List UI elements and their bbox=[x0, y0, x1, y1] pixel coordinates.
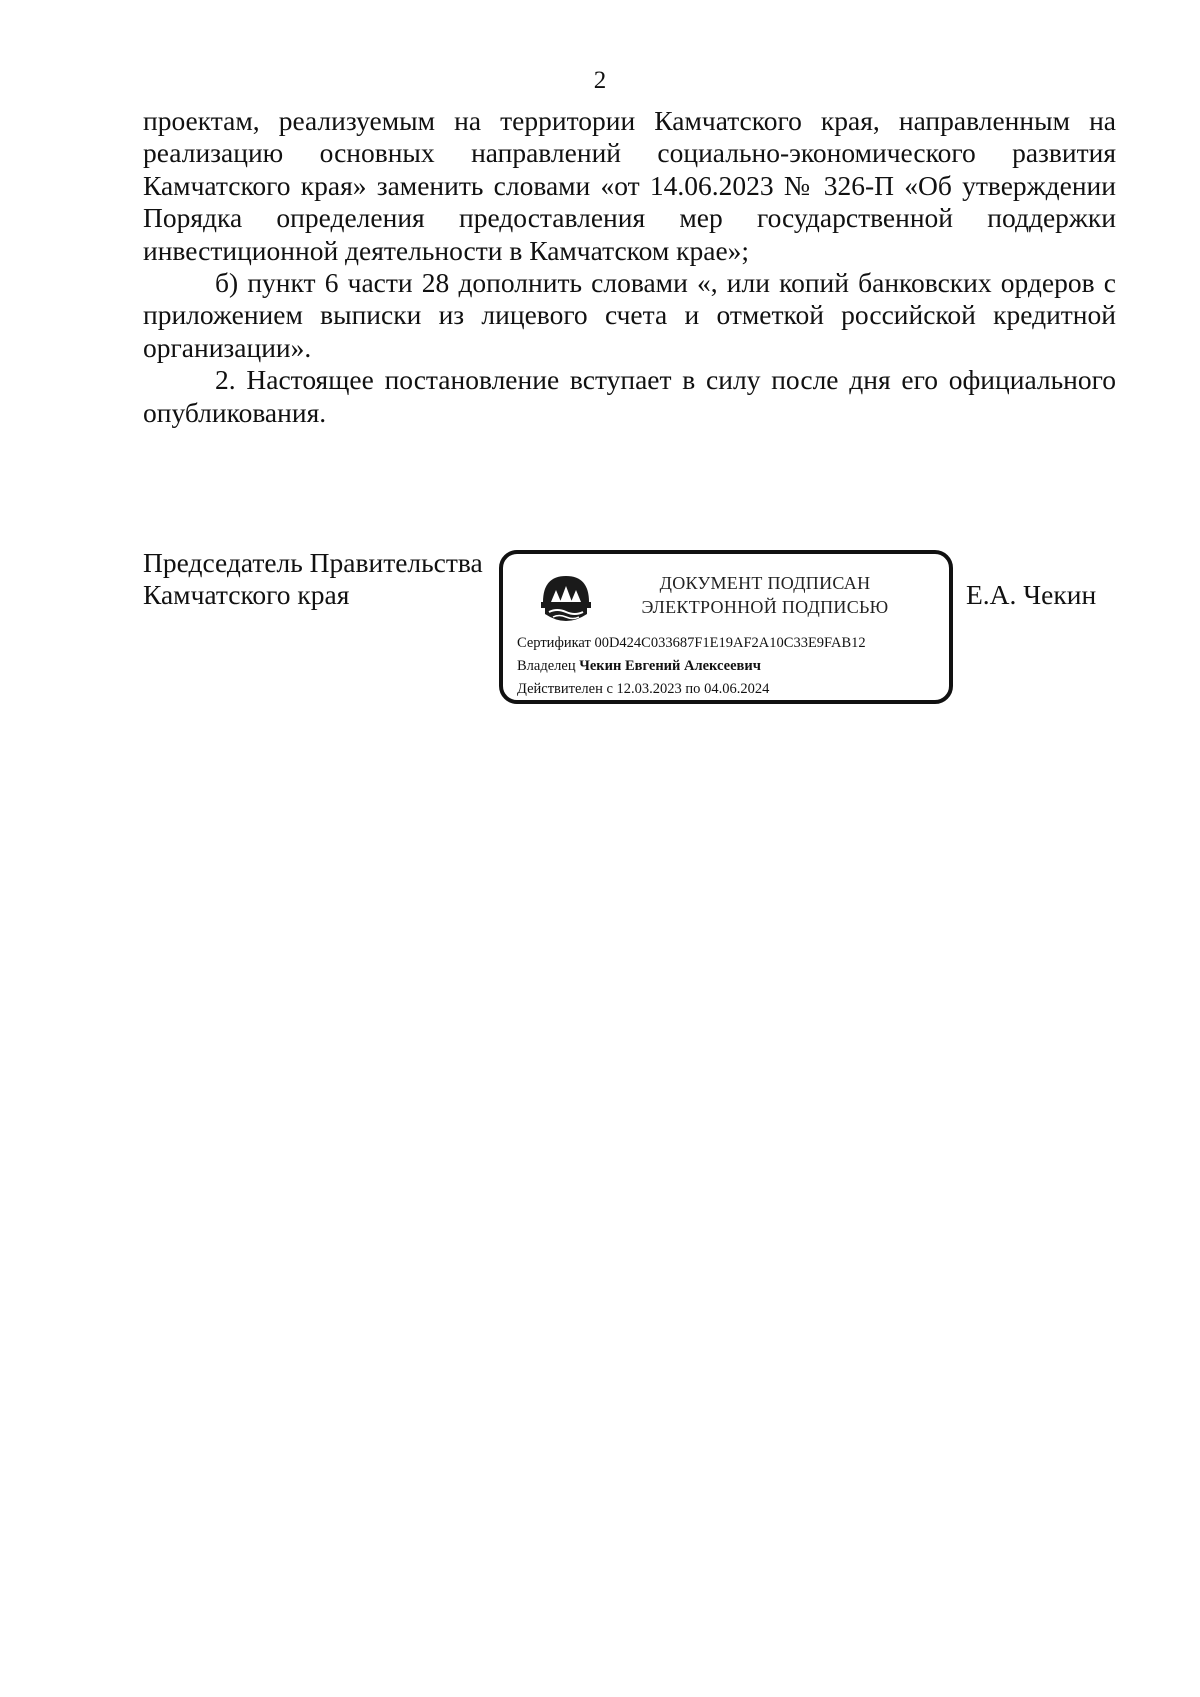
certificate-value: 00D424C033687F1E19AF2A10C33E9FAB12 bbox=[594, 635, 866, 651]
signer-title-line-1: Председатель Правительства bbox=[143, 547, 483, 578]
stamp-certificate bbox=[517, 634, 866, 652]
stamp-owner bbox=[517, 657, 761, 675]
kamchatka-coat-of-arms-icon bbox=[539, 572, 593, 630]
body-paragraph-continuation: проектам, реализуемым на территории Камчатского края, направленным на реализацию основных направлений социально-экономического развития Камчатского края» заменить словами «от 14.06.2023 № 326-П «Об утверждении Порядка определения предоставления мер государственной поддержки инвестиционной деятельности в Камчатском крае»; bbox=[143, 105, 1116, 266]
owner-label: Владелец bbox=[517, 658, 576, 674]
body-paragraph-point-2: 2. Настоящее постановление вступает в силу после дня его официального опубликования. bbox=[143, 364, 1116, 428]
body-paragraph-subpoint-b: б) пункт 6 части 28 дополнить словами «, или копий банковских ордеров с приложением выписки из лицевого счета и отметкой российской кредитной организации». bbox=[143, 267, 1116, 363]
document-body bbox=[143, 105, 1116, 429]
signer-title bbox=[143, 547, 483, 612]
valid-from-date: 12.03.2023 bbox=[616, 681, 682, 697]
electronic-signature-stamp bbox=[499, 550, 953, 704]
valid-to-label: по bbox=[685, 681, 701, 697]
page-number: 2 bbox=[593, 67, 607, 94]
stamp-validity bbox=[517, 680, 769, 698]
signer-title-line-2: Камчатского края bbox=[143, 579, 350, 611]
signer-name: Е.А. Чекин bbox=[966, 579, 1097, 610]
stamp-heading bbox=[615, 571, 915, 619]
stamp-heading-line-1: ДОКУМЕНТ ПОДПИСАН bbox=[659, 573, 871, 593]
certificate-label: Сертификат bbox=[517, 635, 591, 651]
stamp-heading-line-2: ЭЛЕКТРОННОЙ ПОДПИСЬЮ bbox=[641, 597, 889, 617]
valid-to-date: 04.06.2024 bbox=[704, 681, 770, 697]
owner-value: Чекин Евгений Алексеевич bbox=[579, 658, 761, 674]
valid-from-label: Действителен с bbox=[517, 681, 613, 697]
